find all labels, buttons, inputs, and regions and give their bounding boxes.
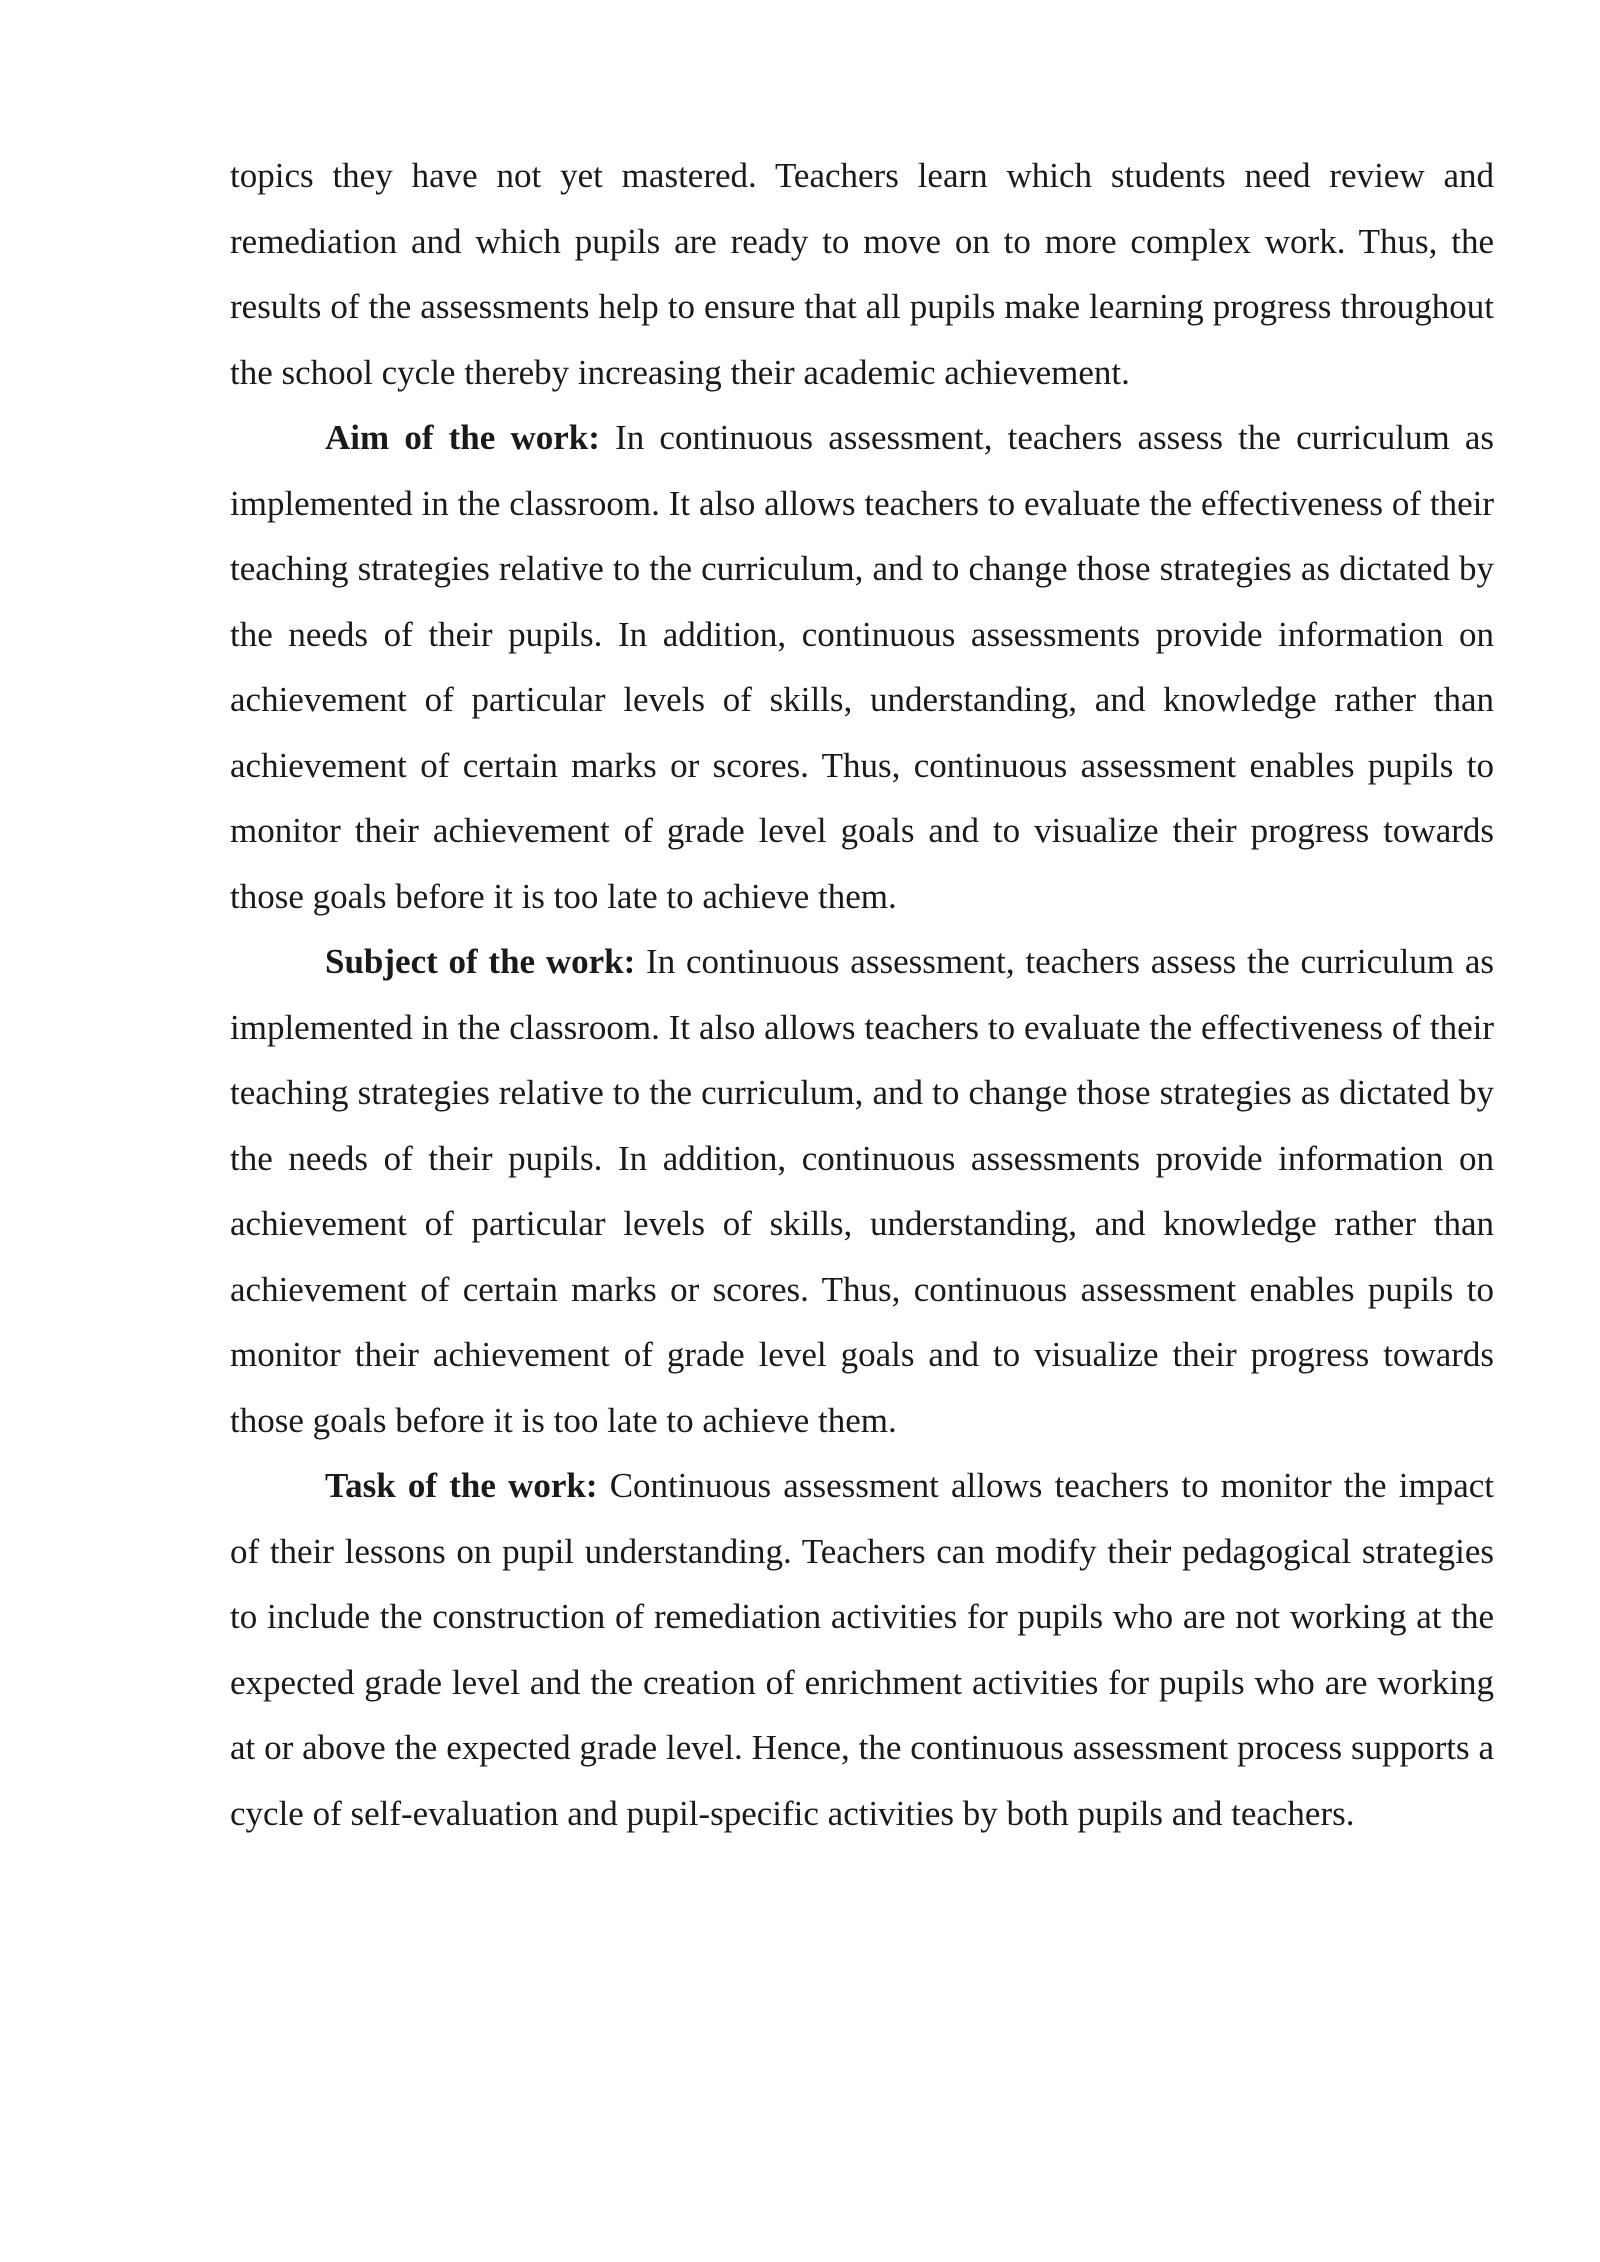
intro-paragraph: topics they have not yet mastered. Teachers learn which students need review and remediation and which pupils are ready to move on to more complex work. Thus, the results of the assessments help to ensure that all pupils make learning progress throughout the school cycle thereby increasing their academic achievement. — [230, 156, 1494, 392]
task-section-paragraph — [230, 1453, 1494, 1846]
aim-section-text: In continuous assessment, teachers assess the curriculum as implemented in the classroom. It also allows teachers to evaluate the effectiveness of their teaching strategies relative to the curriculum, and to change those strategies as dictated by the needs of their pupils. In addition, continuous assessments provide information on achievement of particular levels of skills, understanding, and knowledge rather than achievement of certain marks or scores. Thus, continuous assessment enables pupils to monitor their achievement of grade level goals and to visualize their progress towards those goals before it is too late to achieve them. — [230, 418, 1494, 916]
subject-section-heading: Subject of the work: — [325, 942, 636, 981]
aim-section-heading: Aim of the work: — [325, 418, 600, 457]
subject-section-text: In continuous assessment, teachers assess the curriculum as implemented in the classroom. It also allows teachers to evaluate the effectiveness of their teaching strategies relative to the curriculum, and to change those strategies as dictated by the needs of their pupils. In addition, continuous assessments provide information on achievement of particular levels of skills, understanding, and knowledge rather than achievement of certain marks or scores. Thus, continuous assessment enables pupils to monitor their achievement of grade level goals and to visualize their progress towards those goals before it is too late to achieve them. — [230, 942, 1495, 1440]
subject-section-paragraph — [230, 929, 1494, 1453]
task-section-heading: Task of the work: — [325, 1466, 598, 1505]
task-section-text: Continuous assessment allows teachers to monitor the impact of their lessons on pupil understanding. Teachers can modify their pedagogical strategies to include the construction of remediation activities for pupils who are not working at the expected grade level and the creation of enrichment activities for pupils who are working at or above the expected grade level. Hence, the continuous assessment process supports a cycle of self-evaluation and pupil-specific activities by both pupils and teachers. — [230, 1466, 1494, 1833]
document-body — [230, 143, 1494, 1846]
aim-section-paragraph — [230, 405, 1494, 929]
